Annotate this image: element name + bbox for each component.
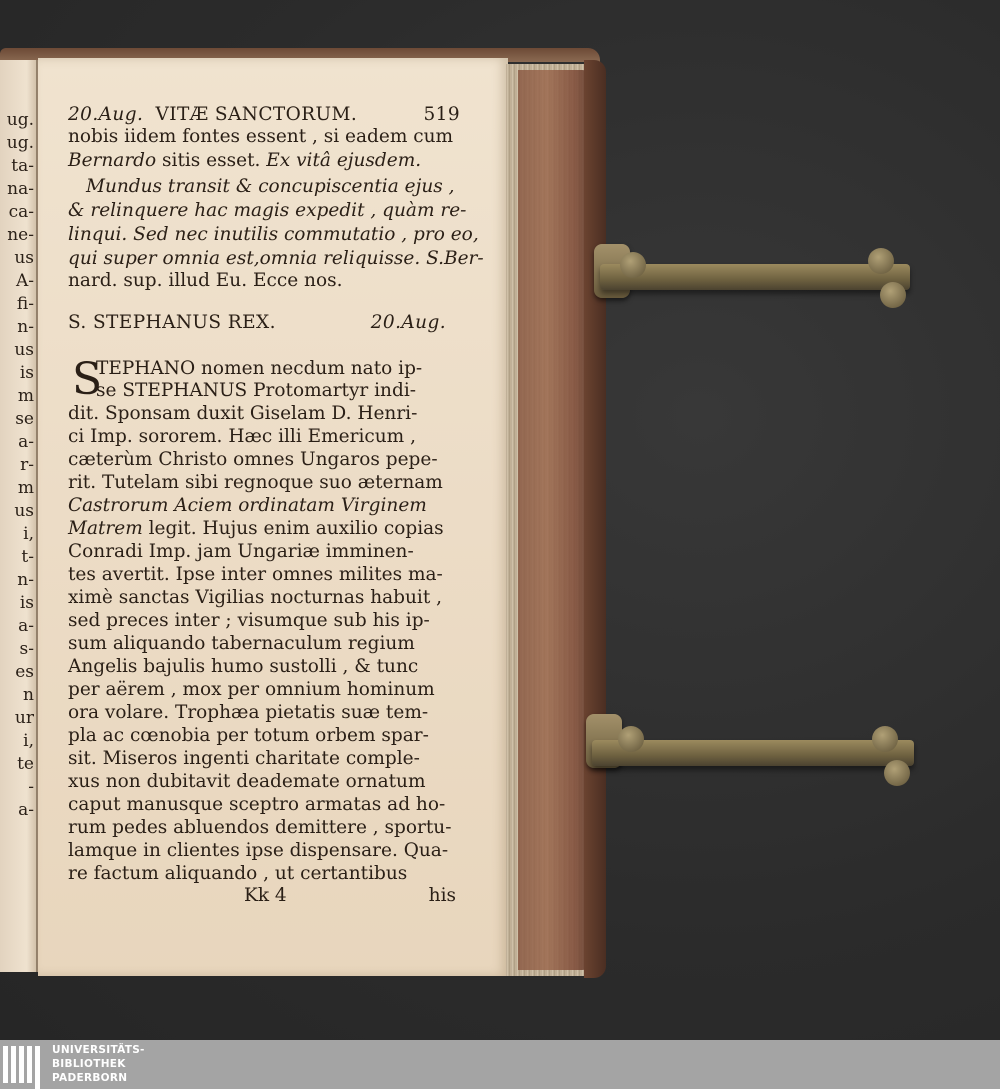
body-line: Matrem legit. Hujus enim auxilio copias	[68, 518, 444, 539]
library-footer	[0, 1040, 1000, 1089]
left-page-fragment: te	[17, 754, 34, 774]
logo-line-2: BIBLIOTHEK	[52, 1058, 126, 1070]
left-page-fragment: ca-	[8, 202, 34, 222]
left-page-fragment: m	[17, 386, 34, 406]
signature-mark: Kk 4	[244, 885, 287, 906]
body-line: Conradi Imp. jam Ungariæ imminen-	[68, 541, 414, 562]
running-header	[68, 104, 460, 126]
clasp-top-knob-b	[868, 248, 894, 274]
body-line: sit. Miseros ingenti charitate comple-	[68, 748, 420, 769]
body-line: se STEPHANUS Protomartyr indi-	[96, 380, 416, 401]
left-page-fragment: n-	[17, 570, 34, 590]
left-page-fragment: n-	[17, 317, 34, 337]
body-line: lamque in clientes ipse dispensare. Qua-	[68, 840, 449, 861]
body-line: cæterùm Christo omnes Ungaros pepe-	[68, 449, 438, 470]
body-line: per aërem , mox per omnium hominum	[68, 679, 435, 700]
text-line: Mundus transit & concupiscentia ejus ,	[86, 176, 455, 197]
body-line: sum aliquando tabernaculum regium	[68, 633, 415, 654]
body-line: tes avertit. Ipse inter omnes milites ma-	[68, 564, 443, 585]
section-date: 20.Aug.	[370, 312, 446, 333]
left-page-fragment: -	[28, 777, 34, 797]
left-page-fragment: ug.	[6, 133, 34, 153]
left-page-fragment: A-	[15, 271, 34, 291]
book-cover	[584, 60, 606, 978]
left-page-fragment: es	[15, 662, 34, 682]
text-line: nard. sup. illud Eu. Ecce nos.	[68, 270, 343, 291]
running-title: VITÆ SANCTORUM.	[155, 104, 358, 125]
clasp-top	[600, 264, 910, 290]
clasp-top-knob-a	[620, 252, 646, 278]
clasp-bottom-knob-b	[872, 726, 898, 752]
body-line: TEPHANO nomen necdum nato ip-	[96, 358, 423, 379]
page-number: 519	[423, 104, 460, 125]
left-page-fragment: na-	[7, 179, 34, 199]
left-page-fragment: a-	[18, 616, 34, 636]
section-title: S. STEPHANUS REX.	[68, 312, 276, 333]
body-line: Castrorum Aciem ordinatam Virginem	[68, 495, 427, 516]
library-logo-icon	[0, 1040, 46, 1089]
left-page-edge	[0, 60, 39, 972]
logo-line-1: UNIVERSITÄTS-	[52, 1044, 145, 1056]
left-page-fragment: i,	[23, 524, 34, 544]
left-page-fragment: ta-	[11, 156, 34, 176]
left-page-fragment: i,	[23, 731, 34, 751]
text-line: linqui. Sed nec inutilis commutatio , pro eo,	[68, 224, 479, 245]
body-line: sed preces inter ; visumque sub his ip-	[68, 610, 430, 631]
left-page-fragment: ug.	[6, 110, 34, 130]
clasp-bottom-knob-c	[884, 760, 910, 786]
text-line: nobis iidem fontes essent , si eadem cum	[68, 126, 454, 147]
left-page-fragment: is	[19, 363, 34, 383]
left-page-fragment: us	[14, 340, 34, 360]
left-page-fragment: se	[15, 409, 34, 429]
body-line: ora volare. Trophæa pietatis suæ tem-	[68, 702, 429, 723]
body-line: pla ac cœnobia per totum orbem spar-	[68, 725, 429, 746]
body-line: ci Imp. sororem. Hæc illi Emericum ,	[68, 426, 416, 447]
body-line: caput manusque sceptro armatas ad ho-	[68, 794, 446, 815]
left-page-fragment: t-	[21, 547, 34, 567]
left-page-fragment: r-	[20, 455, 34, 475]
header-date: 20.Aug.	[68, 104, 144, 125]
clasp-bottom-knob-a	[618, 726, 644, 752]
left-page-fragment: ne-	[7, 225, 34, 245]
body-line: dit. Sponsam duxit Giselam D. Henri-	[68, 403, 418, 424]
book-edge-red	[518, 70, 590, 970]
left-page-fragment: n	[23, 685, 34, 705]
catchword: his	[428, 885, 456, 906]
drop-cap: S	[72, 354, 103, 405]
left-page-fragment: us	[14, 501, 34, 521]
left-page-fragment: ur	[14, 708, 34, 728]
text-line: & relinquere hac magis expedit , quàm re-	[68, 200, 467, 221]
left-page-fragment: is	[19, 593, 34, 613]
left-page-fragment: s-	[19, 639, 34, 659]
body-line: rum pedes abluendos demittere , sportu-	[68, 817, 452, 838]
body-line: Angelis bajulis humo sustolli , & tunc	[68, 656, 419, 677]
left-page-fragment: a-	[18, 800, 34, 820]
library-logo-text	[52, 1043, 145, 1085]
body-line: ximè sanctas Vigilias nocturnas habuit ,	[68, 587, 443, 608]
clasp-top-knob-c	[880, 282, 906, 308]
body-line: xus non dubitavit deademate ornatum	[68, 771, 426, 792]
text-line: qui super omnia est,omnia reliquisse. S.Ber-	[68, 248, 484, 269]
text-line: Bernardo sitis esset. Ex vitâ ejusdem.	[68, 150, 422, 171]
body-line: rit. Tutelam sibi regnoque suo æternam	[68, 472, 443, 493]
body-line: re factum aliquando , ut certantibus	[68, 863, 408, 884]
logo-line-3: PADERBORN	[52, 1072, 128, 1084]
left-page-fragment: a-	[18, 432, 34, 452]
left-page-fragment: m	[17, 478, 34, 498]
section-heading	[68, 312, 446, 334]
left-page-fragment: fi-	[16, 294, 34, 314]
left-page-fragment: us	[14, 248, 34, 268]
